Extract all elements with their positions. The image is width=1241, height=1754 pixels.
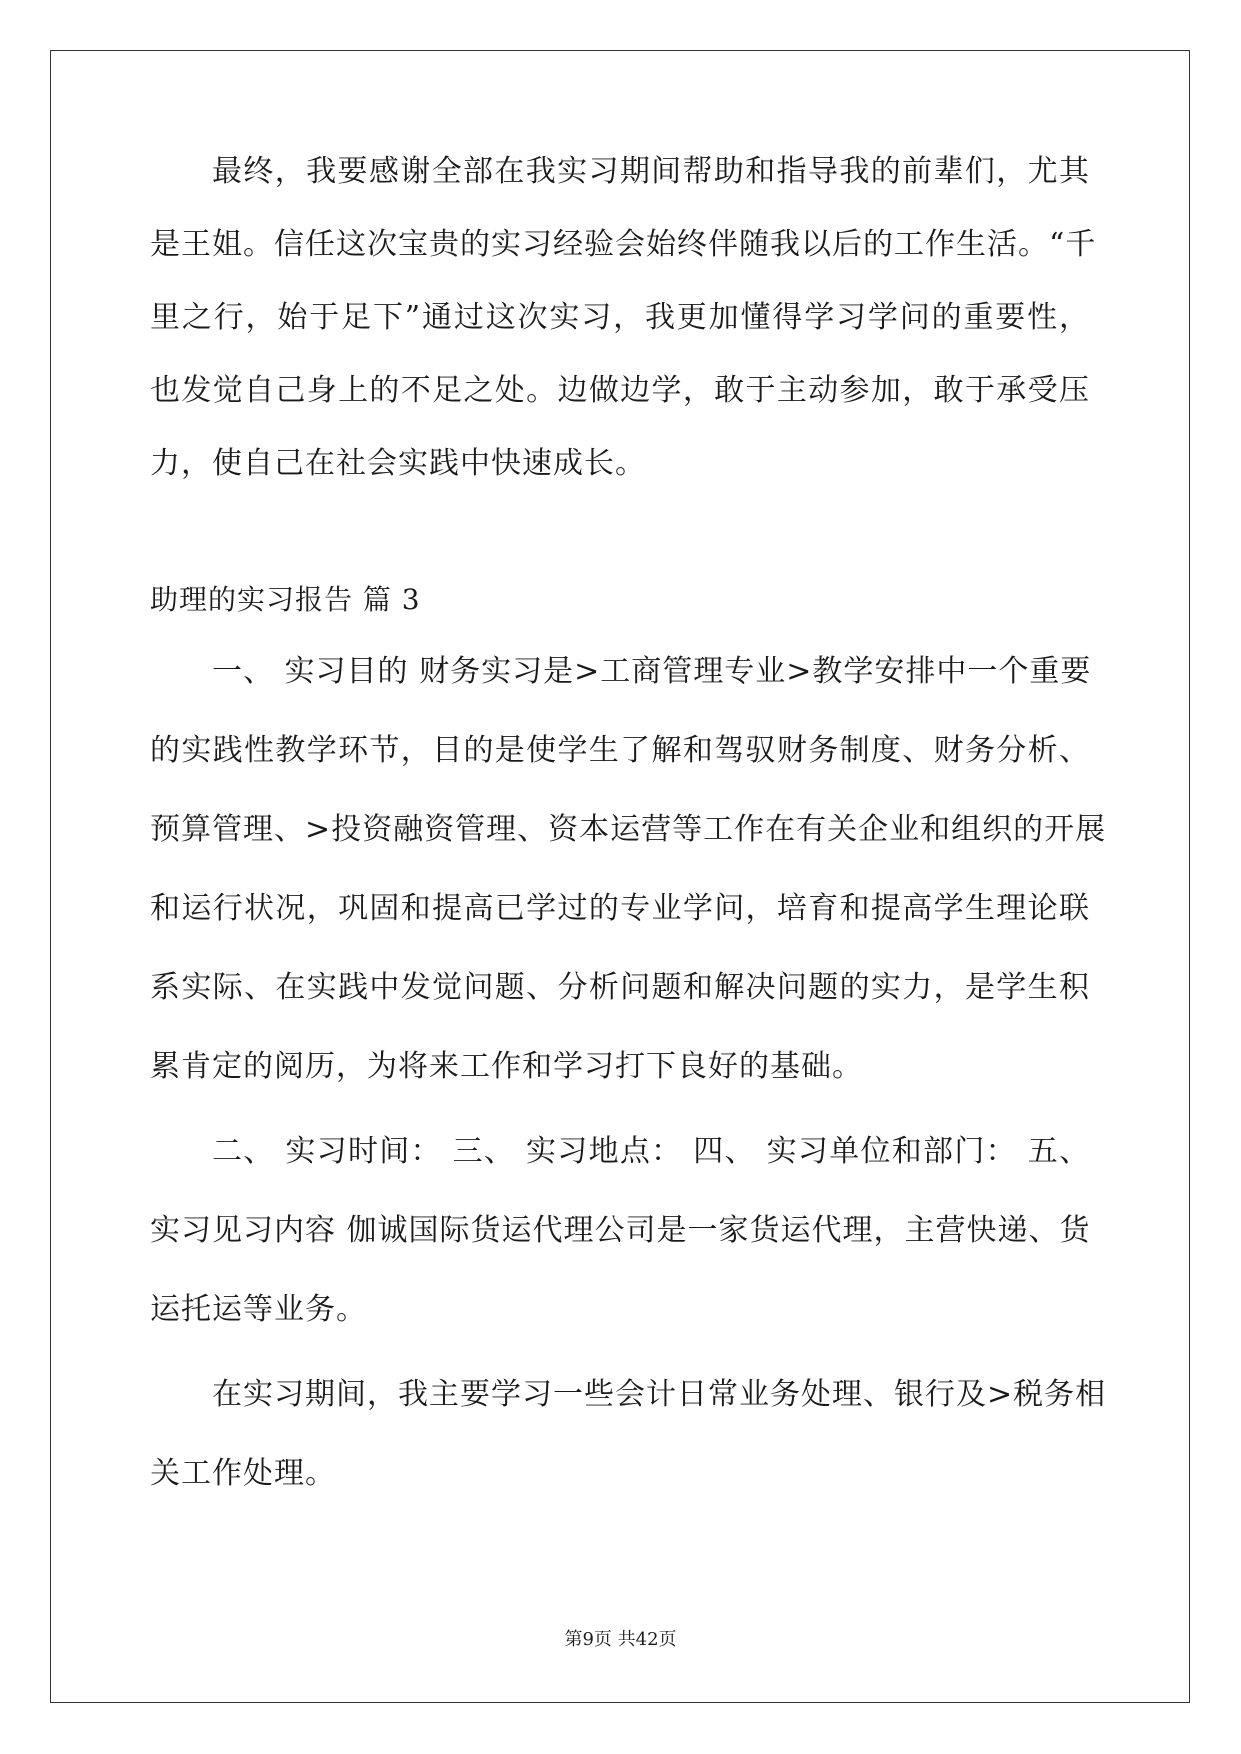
paragraph-line: 累肯定的阅历，为将来工作和学习打下良好的基础。 — [150, 1049, 863, 1084]
paragraph-line: 预算管理、>投资融资管理、资本运营等工作在有关企业和组织的开展 — [150, 812, 1107, 847]
paragraph-line: 和运行状况，巩固和提高已学过的专业学问，培育和提高学生理论联 — [150, 891, 1090, 926]
page-footer — [0, 1628, 1241, 1652]
paragraph-line: 里之行，始于足下”通过这次实习，我更加懂得学习学问的重要性， — [150, 300, 1090, 335]
paragraph-line: 是王姐。信任这次宝贵的实习经验会始终伴随我以后的工作生活。“千 — [150, 227, 1097, 262]
paragraph-line: 力，使自己在社会实践中快速成长。 — [150, 446, 646, 481]
paragraph-line: 的实践性教学环节，目的是使学生了解和驾驭财务制度、财务分析、 — [150, 733, 1090, 768]
document-body-2 — [150, 0, 1107, 1754]
paragraph-line: 运托运等业务。 — [150, 1292, 367, 1327]
paragraph-line: 关工作处理。 — [150, 1456, 336, 1491]
paragraph-line: 二、 实习时间： 三、 实习地点： 四、 实习单位和部门： 五、 — [212, 1134, 1090, 1169]
paragraph-line: 也发觉自己身上的不足之处。边做边学，敢于主动参加，敢于承受压 — [150, 373, 1090, 408]
paragraph-line: 最终，我要感谢全部在我实习期间帮助和指导我的前辈们，尤其 — [212, 154, 1090, 189]
paragraph-line: 在实习期间，我主要学习一些会计日常业务处理、银行及>税务相 — [212, 1377, 1107, 1412]
page-number: 第9页 共42页 — [564, 1629, 677, 1650]
paragraph-line: 系实际、在实践中发觉问题、分析问题和解决问题的实力，是学生积 — [150, 970, 1090, 1005]
paragraph-line: 实习见习内容 伽诚国际货运代理公司是一家货运代理，主营快递、货 — [150, 1213, 1091, 1248]
paragraph-line: 一、 实习目的 财务实习是>工商管理专业>教学安排中一个重要 — [212, 654, 1092, 689]
section-heading: 助理的实习报告 篇 3 — [150, 583, 421, 616]
